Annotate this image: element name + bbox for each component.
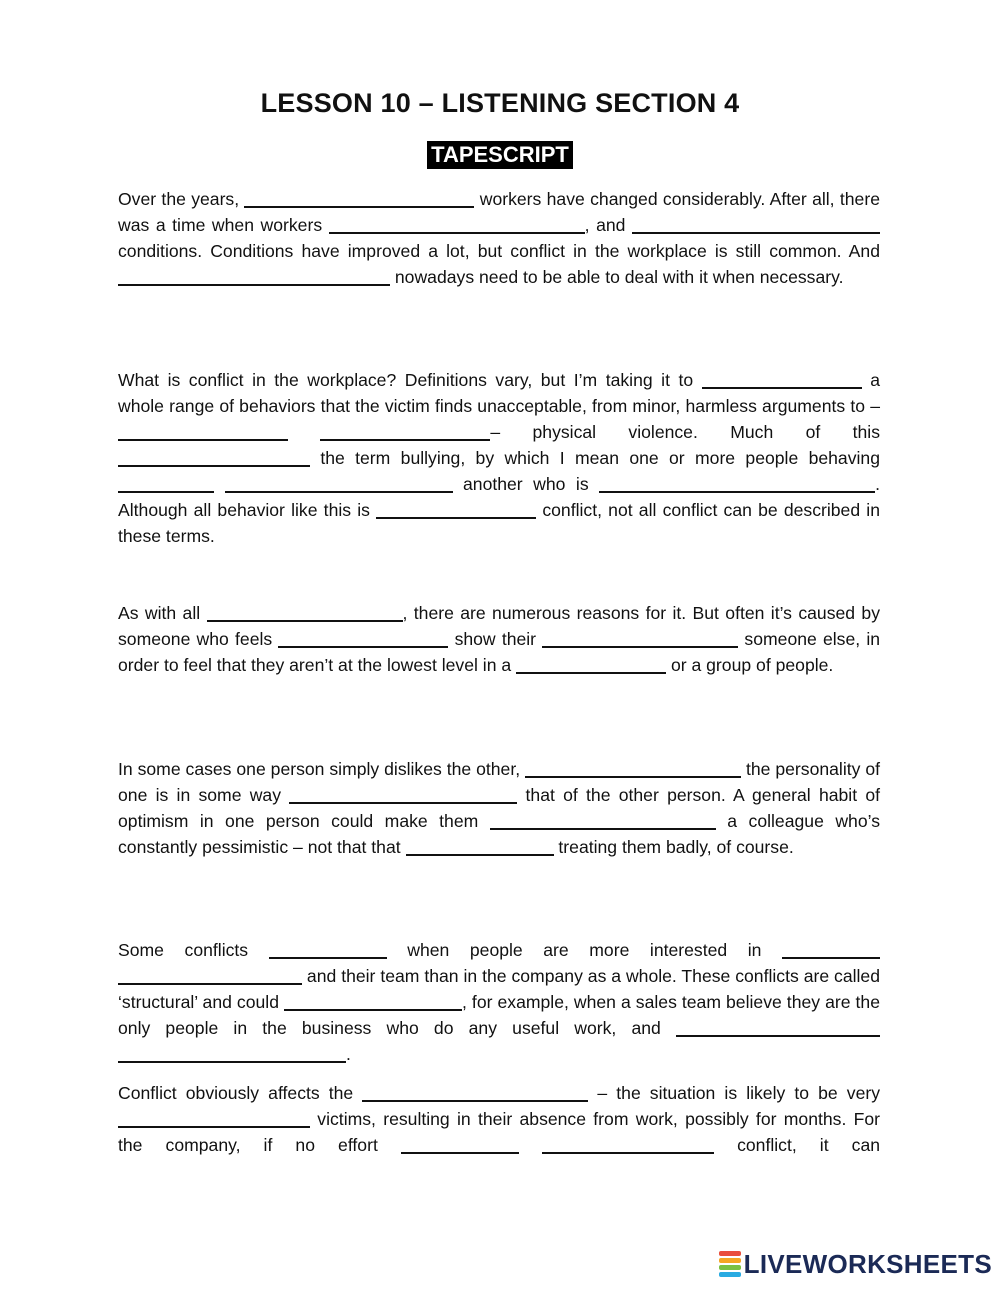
blank-input[interactable]: [676, 1018, 880, 1037]
blank-input[interactable]: [289, 785, 517, 804]
blank-input[interactable]: [118, 966, 302, 985]
text-segment: Conflict obviously affects the: [118, 1083, 354, 1103]
blank-input[interactable]: [284, 992, 462, 1011]
blank-input[interactable]: [362, 1083, 588, 1102]
text-segment: – the situation is likely to be very: [597, 1083, 881, 1103]
blank-input[interactable]: [406, 837, 554, 856]
blank-input[interactable]: [118, 448, 310, 467]
text-segment: treating them badly, of course.: [558, 837, 794, 857]
text-segment: show their: [454, 629, 537, 649]
text-segment: someone else, in order to feel that they aren’t at the lowest level in a: [118, 629, 881, 675]
blank-input[interactable]: [118, 267, 390, 286]
text-segment: nowadays need to be able to deal with it when necessary.: [394, 267, 844, 287]
page-title: LESSON 10 – LISTENING SECTION 4: [260, 88, 740, 118]
blank-input[interactable]: [782, 940, 880, 959]
blank-input[interactable]: [542, 629, 738, 648]
text-segment: the term bullying, by which I mean one or more people behaving: [320, 448, 880, 468]
blank-input[interactable]: [376, 500, 536, 519]
section-subtitle: TAPESCRIPT: [427, 141, 573, 169]
blank-input[interactable]: [599, 474, 875, 493]
blank-input[interactable]: [329, 215, 585, 234]
paragraph-4: [118, 756, 880, 860]
paragraph-1: [118, 186, 880, 290]
paragraph-6: [118, 1080, 880, 1158]
blank-input[interactable]: [702, 370, 862, 389]
blank-input[interactable]: [632, 215, 880, 234]
text-segment: Over the years,: [118, 189, 240, 209]
text-segment: workers have changed considerably. After all, there was a time when workers: [118, 189, 880, 235]
text-segment: What is conflict in the workplace? Definitions vary, but I’m taking it to: [118, 370, 694, 390]
text-segment: . Although all behavior like this is: [118, 474, 881, 520]
text-segment: – physical violence. Much of this: [490, 422, 880, 442]
blank-input[interactable]: [244, 189, 474, 208]
brand-name: LIVEWORKSHEETS: [743, 1248, 992, 1279]
text-segment: a whole range of behaviors that the victim finds unacceptable, from minor, harmless arguments to –: [118, 370, 881, 416]
blank-input[interactable]: [118, 474, 214, 493]
text-segment: conditions. Conditions have improved a lot, but conflict in the workplace is still common. And: [118, 241, 880, 261]
blank-input[interactable]: [269, 940, 387, 959]
blank-input[interactable]: [401, 1135, 519, 1154]
paragraph-3: [118, 600, 880, 678]
blank-input[interactable]: [516, 655, 666, 674]
text-segment: Some conflicts: [118, 940, 249, 960]
blank-input[interactable]: [207, 603, 403, 622]
text-segment: when people are more interested in: [407, 940, 762, 960]
blank-input[interactable]: [490, 811, 716, 830]
text-segment: , for example, when a sales team believe they are the only people in the business who do any useful work, and: [118, 992, 880, 1038]
paragraph-2: [118, 367, 880, 549]
text-segment: .: [346, 1044, 351, 1064]
blank-input[interactable]: [320, 422, 490, 441]
brand-logo: [719, 1249, 992, 1279]
text-segment: , there are numerous reasons for it. But often it’s caused by someone who feels: [118, 603, 881, 649]
blank-input[interactable]: [118, 1109, 310, 1128]
text-segment: a colleague who’s constantly pessimistic – not that that: [118, 811, 880, 857]
text-segment: victims, resulting in their absence from work, possibly for months. For the company, if no effort: [118, 1109, 881, 1155]
text-segment: conflict, it can: [737, 1135, 881, 1155]
text-segment: As with all: [118, 603, 201, 623]
text-segment: conflict, not all conflict can be described in these terms.: [118, 500, 880, 546]
blank-input[interactable]: [118, 422, 288, 441]
liveworksheets-logo-icon: [719, 1250, 741, 1278]
text-segment: , and: [584, 215, 626, 235]
text-segment: the personality of one is in some way: [118, 759, 881, 805]
blank-input[interactable]: [278, 629, 448, 648]
paragraph-5: [118, 937, 880, 1067]
blank-input[interactable]: [525, 759, 741, 778]
blank-input[interactable]: [542, 1135, 714, 1154]
text-segment: or a group of people.: [670, 655, 834, 675]
text-segment: In some cases one person simply dislikes the other,: [118, 759, 521, 779]
text-segment: that of the other person. A general habit of optimism in one person could make them: [118, 785, 881, 831]
blank-input[interactable]: [225, 474, 453, 493]
text-segment: another who is: [463, 474, 589, 494]
text-segment: and their team than in the company as a whole. These conflicts are called ‘structural’ and could: [118, 966, 881, 1012]
blank-input[interactable]: [118, 1044, 346, 1063]
